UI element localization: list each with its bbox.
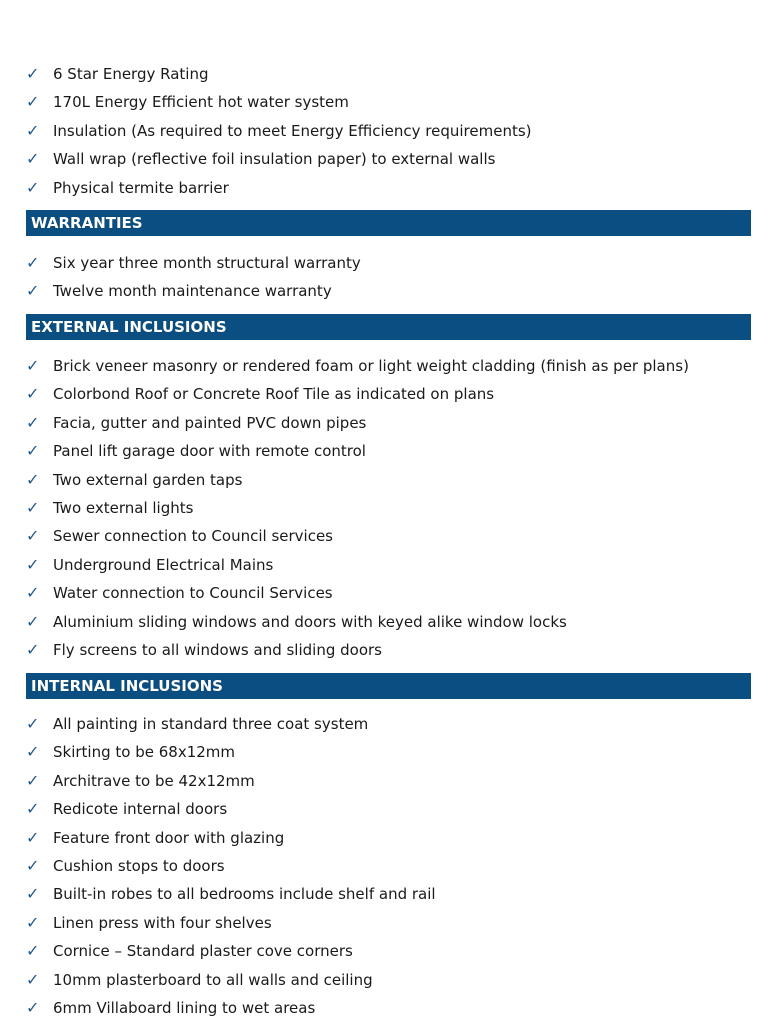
- external-inclusions-list: [0, 352, 777, 664]
- list-item-text: Insulation (As required to meet Energy Efficiency requirements): [53, 121, 532, 140]
- checkmark-icon: ✓: [26, 92, 40, 112]
- list-item: [0, 636, 777, 664]
- list-item-text: Six year three month structural warranty: [53, 254, 361, 272]
- checkmark-icon: ✓: [26, 120, 40, 140]
- checkmark-icon: ✓: [26, 469, 40, 489]
- list-item-text: Panel lift garage door with remote control: [53, 442, 366, 461]
- checkmark-icon: ✓: [26, 149, 40, 169]
- internal-inclusions-section: [0, 710, 777, 1022]
- list-item: [0, 380, 777, 408]
- list-item: [0, 880, 777, 908]
- list-item: [0, 494, 777, 522]
- list-item: [0, 994, 777, 1022]
- list-item: [0, 60, 777, 88]
- checkmark-icon: ✓: [26, 639, 40, 659]
- checkmark-icon: ✓: [26, 441, 40, 461]
- list-item-text: Cornice – Standard plaster cove corners: [53, 942, 353, 961]
- list-item: [0, 249, 777, 277]
- checkmark-icon: ✓: [26, 997, 40, 1017]
- list-item-text: Physical termite barrier: [53, 178, 229, 197]
- checkmark-icon: ✓: [26, 884, 40, 904]
- list-item-text: 6 Star Energy Rating: [53, 65, 209, 83]
- list-item: [0, 710, 777, 738]
- list-item: [0, 117, 777, 145]
- list-item-text: Water connection to Council Services: [53, 584, 333, 603]
- checkmark-icon: ✓: [26, 412, 40, 432]
- list-item: [0, 852, 777, 880]
- checkmark-icon: ✓: [26, 281, 40, 301]
- list-item-text: Redicote internal doors: [53, 800, 228, 819]
- list-item-text: 170L Energy Efficient hot water system: [53, 93, 349, 112]
- warranties-heading-bar: [26, 210, 751, 236]
- list-item-text: Wall wrap (reflective foil insulation paper) to external walls: [53, 150, 496, 169]
- checkmark-icon: ✓: [26, 356, 40, 375]
- internal-inclusions-heading: INTERNAL INCLUSIONS: [31, 677, 223, 695]
- checkmark-icon: ✓: [26, 497, 40, 517]
- list-item: [0, 608, 777, 636]
- checkmark-icon: ✓: [26, 799, 40, 819]
- list-item-text: Skirting to be 68x12mm: [53, 743, 236, 762]
- checkmark-icon: ✓: [26, 770, 40, 790]
- list-item-text: Aluminium sliding windows and doors with keyed alike window locks: [53, 612, 567, 631]
- external-inclusions-heading: EXTERNAL INCLUSIONS: [31, 318, 227, 336]
- list-item: [0, 88, 777, 116]
- list-item: [0, 352, 777, 380]
- list-item-text: Brick veneer masonry or rendered foam or light weight cladding (finish as per plans): [53, 357, 689, 375]
- list-item-text: All painting in standard three coat system: [53, 715, 369, 733]
- checkmark-icon: ✓: [26, 827, 40, 847]
- checkmark-icon: ✓: [26, 64, 40, 83]
- list-item-text: Feature front door with glazing: [53, 828, 285, 847]
- list-item-text: Underground Electrical Mains: [53, 555, 274, 574]
- list-item: [0, 551, 777, 579]
- list-item: [0, 579, 777, 607]
- list-item-text: Fly screens to all windows and sliding doors: [53, 640, 382, 659]
- warranties-section: [0, 249, 777, 306]
- warranties-heading: WARRANTIES: [31, 214, 143, 232]
- list-item-text: Sewer connection to Council services: [53, 527, 333, 546]
- list-item: [0, 277, 777, 305]
- list-item: [0, 522, 777, 550]
- checkmark-icon: ✓: [26, 611, 40, 631]
- external-inclusions-section: [0, 352, 777, 664]
- checkmark-icon: ✓: [26, 583, 40, 603]
- checkmark-icon: ✓: [26, 554, 40, 574]
- list-item: [0, 824, 777, 852]
- list-item-text: Twelve month maintenance warranty: [53, 282, 332, 301]
- checkmark-icon: ✓: [26, 941, 40, 961]
- checkmark-icon: ✓: [26, 177, 40, 197]
- checkmark-icon: ✓: [26, 742, 40, 762]
- external-inclusions-heading-bar: [26, 314, 751, 340]
- list-item: [0, 738, 777, 766]
- list-item: [0, 174, 777, 202]
- list-item-text: Two external lights: [53, 498, 194, 517]
- list-item-text: Colorbond Roof or Concrete Roof Tile as indicated on plans: [53, 385, 495, 404]
- energy-section: [0, 60, 777, 202]
- checkmark-icon: ✓: [26, 526, 40, 546]
- list-item: [0, 966, 777, 994]
- checkmark-icon: ✓: [26, 384, 40, 404]
- energy-list: [0, 60, 777, 202]
- list-item: [0, 145, 777, 173]
- list-item-text: 6mm Villaboard lining to wet areas: [53, 998, 316, 1017]
- list-item-text: Built-in robes to all bedrooms include shelf and rail: [53, 885, 436, 904]
- list-item-text: Facia, gutter and painted PVC down pipes: [53, 413, 367, 432]
- checkmark-icon: ✓: [26, 855, 40, 875]
- list-item: [0, 795, 777, 823]
- checkmark-icon: ✓: [26, 714, 40, 733]
- list-item: [0, 909, 777, 937]
- warranties-list: [0, 249, 777, 306]
- list-item-text: 10mm plasterboard to all walls and ceiling: [53, 970, 373, 989]
- list-item-text: Two external garden taps: [53, 470, 243, 489]
- list-item: [0, 466, 777, 494]
- checkmark-icon: ✓: [26, 912, 40, 932]
- list-item-text: Linen press with four shelves: [53, 913, 272, 932]
- list-item: [0, 437, 777, 465]
- checkmark-icon: ✓: [26, 253, 40, 272]
- list-item-text: Cushion stops to doors: [53, 856, 225, 875]
- internal-inclusions-list: [0, 710, 777, 1022]
- list-item-text: Architrave to be 42x12mm: [53, 771, 255, 790]
- checkmark-icon: ✓: [26, 969, 40, 989]
- list-item: [0, 409, 777, 437]
- internal-inclusions-heading-bar: [26, 673, 751, 699]
- list-item: [0, 767, 777, 795]
- list-item: [0, 937, 777, 965]
